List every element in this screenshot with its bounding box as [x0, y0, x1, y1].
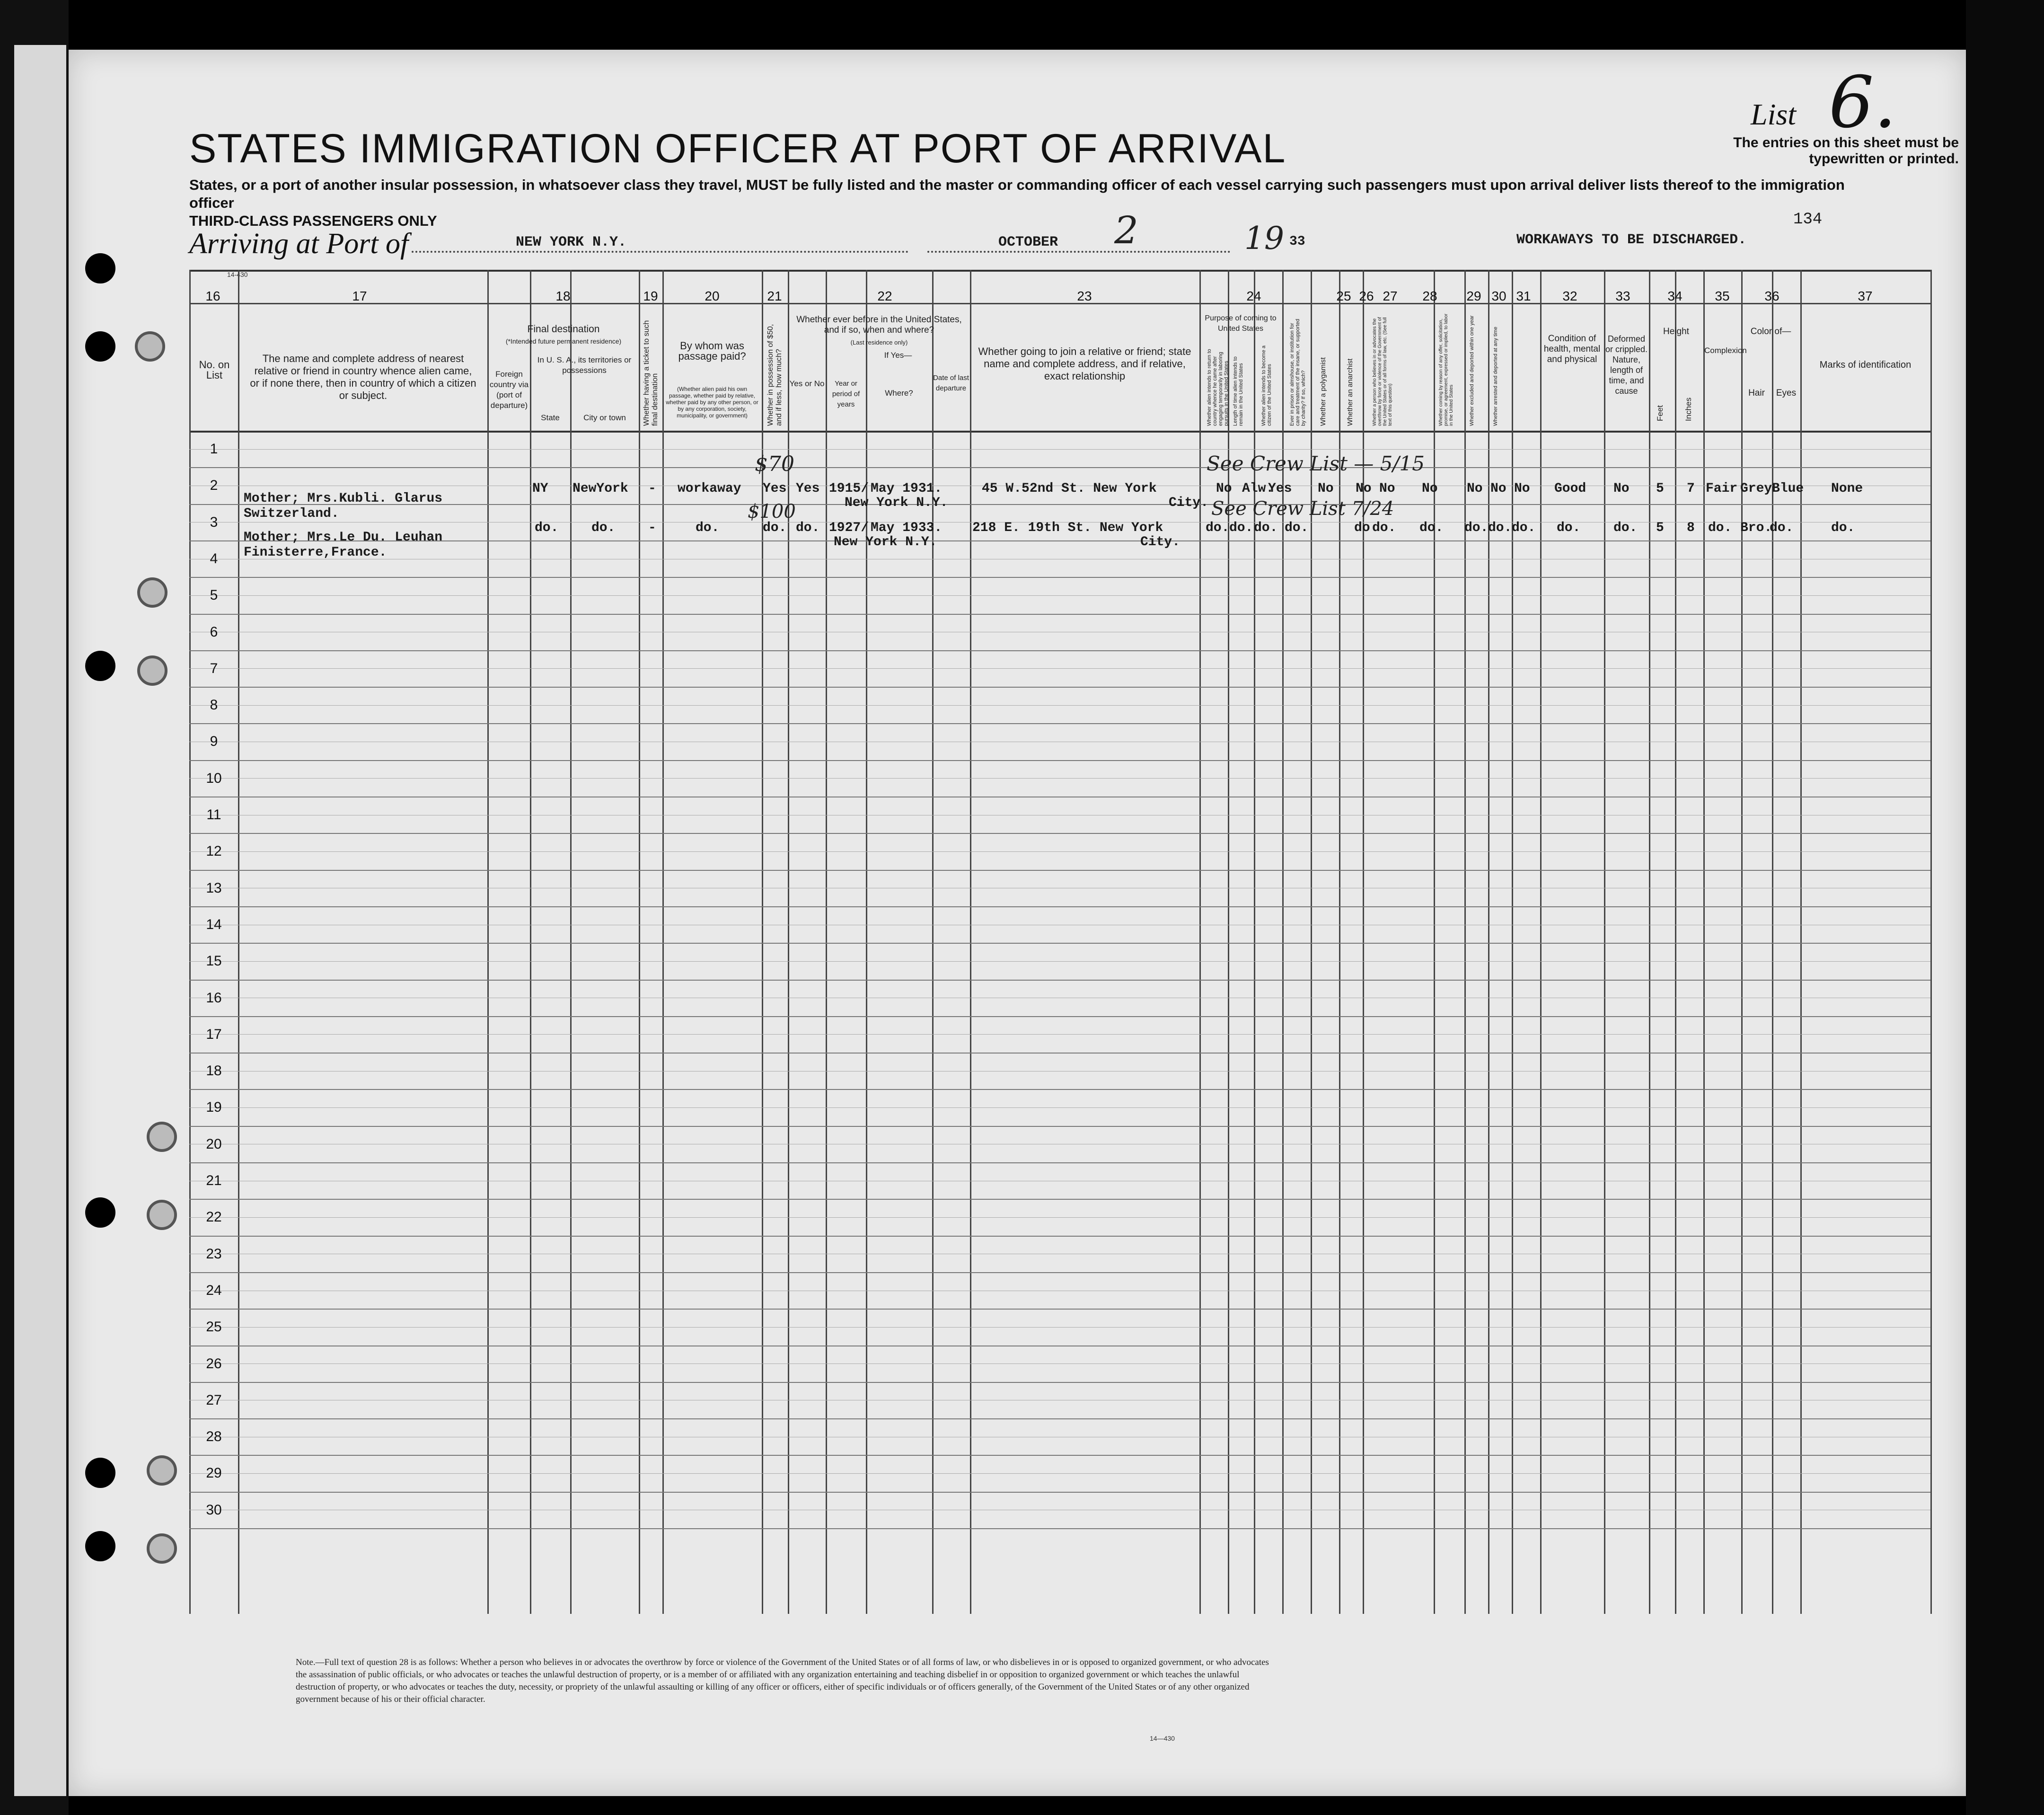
- col-line: [1199, 270, 1201, 1614]
- row-number: 25: [206, 1319, 222, 1335]
- row-rule: [189, 687, 1930, 688]
- row-number: 21: [206, 1173, 222, 1188]
- offer-value: do.: [1464, 521, 1489, 535]
- excluded-value: No: [1490, 481, 1507, 496]
- row-rule: [189, 1016, 1930, 1017]
- col-line: [1649, 270, 1650, 1614]
- reinforcement-ring: [137, 577, 167, 608]
- reinforcement-ring: [147, 1122, 177, 1152]
- row-subrule: [189, 705, 1930, 706]
- length-value: Alw.: [1242, 481, 1274, 496]
- binder-hole: [85, 331, 115, 362]
- reinforcement-ring: [147, 1200, 177, 1230]
- binder-hole: [85, 651, 115, 681]
- column-number: 27: [1383, 289, 1398, 303]
- eyes-value: Blue: [1772, 481, 1804, 496]
- header-labor-offer: Whether coming by reason of any offer, solicitation, promise, or agreement, expressed or implied, to labor in the United States: [1438, 313, 1454, 426]
- header-last-departure: Date of last departure: [933, 374, 969, 392]
- citizen-value: do.: [1254, 521, 1278, 535]
- row-rule: [189, 1455, 1930, 1456]
- header-where: Where?: [885, 389, 913, 398]
- row-number: 11: [206, 807, 221, 823]
- row-rule: [189, 980, 1930, 981]
- row-number: 28: [206, 1429, 222, 1445]
- row-number: 24: [206, 1282, 222, 1298]
- column-number: 20: [705, 289, 720, 303]
- row-rule: [189, 1236, 1930, 1237]
- header-state: State: [541, 413, 560, 422]
- header-height: Height: [1663, 327, 1689, 336]
- header-deformed: Deformed or crippled. Nature, length of time, and cause: [1605, 334, 1648, 396]
- row-number: 10: [206, 770, 222, 786]
- row-rule: [189, 870, 1930, 871]
- month-value: OCTOBER: [998, 234, 1058, 250]
- feet-value: 5: [1656, 521, 1664, 535]
- col-line: [662, 270, 664, 1614]
- col-line: [1604, 270, 1605, 1614]
- row-number: 20: [206, 1136, 222, 1152]
- marks-value: None: [1831, 481, 1863, 496]
- header-city: City or town: [583, 413, 626, 422]
- arrested-value: No: [1514, 481, 1530, 496]
- ticket-value: -: [648, 521, 656, 535]
- row-subrule: [189, 449, 1930, 450]
- header-no-on-list: No. on List: [199, 359, 230, 381]
- scan-border-right: [1966, 0, 2044, 1815]
- header-excluded: Whether excluded and deported within one year: [1469, 315, 1475, 426]
- arrested-value: do.: [1512, 521, 1536, 535]
- row-number: 30: [206, 1502, 222, 1518]
- row-number: 3: [210, 514, 218, 530]
- row-rule: [189, 1309, 1930, 1310]
- row-rule: [189, 760, 1930, 761]
- passage-value: do.: [696, 521, 720, 535]
- passage-value: workaway: [678, 481, 741, 496]
- row-number: 2: [210, 478, 218, 494]
- row-subrule: [189, 595, 1930, 596]
- row-number: 16: [206, 990, 222, 1006]
- header-complexion: Complexion: [1704, 346, 1747, 355]
- row-rule: [189, 1162, 1930, 1163]
- header-prison: Ever in prison or almshouse, or institution for care and treatment of the insane, or supported by charity? If so, which?: [1289, 319, 1306, 426]
- column-number: 28: [1422, 289, 1437, 303]
- binder-hole: [85, 1197, 115, 1228]
- join-value: 218 E. 19th St. New York: [972, 521, 1163, 535]
- day-value: 2: [1114, 208, 1138, 252]
- polygamist-value: do: [1354, 521, 1370, 535]
- return-value: No: [1216, 481, 1232, 496]
- where-value: New York N.Y.: [834, 535, 937, 549]
- reinforcement-ring: [147, 1533, 177, 1564]
- col-line: [1703, 270, 1705, 1614]
- excluded-value: do.: [1488, 521, 1512, 535]
- header-yes-no: Yes or No: [789, 379, 825, 388]
- column-number: 21: [767, 289, 782, 303]
- row-rule: [189, 1272, 1930, 1273]
- anarchist-value: No: [1379, 481, 1395, 496]
- header-passage-paid: By whom was passage paid?: [678, 340, 746, 362]
- health-value: Good: [1554, 481, 1586, 496]
- offer-value: No: [1467, 481, 1483, 496]
- row-subrule: [189, 778, 1930, 779]
- row-number: 8: [210, 697, 218, 713]
- table-top-rule: [189, 270, 1930, 272]
- header-anarchist: Whether an anarchist: [1346, 358, 1354, 426]
- header-purpose: Purpose of coming to United States: [1205, 314, 1277, 333]
- row-number: 14: [206, 916, 222, 932]
- row-subrule: [189, 1217, 1930, 1218]
- binder-hole: [85, 1531, 115, 1561]
- inches-value: 8: [1687, 521, 1695, 535]
- col-line: [487, 270, 489, 1614]
- subtitle: [189, 176, 1845, 230]
- row-number: 22: [206, 1209, 222, 1225]
- overthrow-value: No: [1422, 481, 1438, 496]
- header-bottom-rule: [189, 431, 1930, 433]
- complexion-value: Fair: [1706, 481, 1738, 496]
- year-value: 1915/: [829, 481, 869, 496]
- money-note: $100: [748, 501, 796, 522]
- column-number: 23: [1077, 289, 1092, 303]
- col-line: [1930, 270, 1932, 1614]
- column-number: 16: [205, 289, 220, 303]
- header-before-us: Whether ever before in the United States, and if so, when and where?: [796, 315, 962, 335]
- length-value: do.: [1229, 521, 1253, 535]
- header-ticket: Whether having a ticket to such final destination: [643, 320, 659, 426]
- col-line: [866, 270, 867, 1614]
- hair-value: Grey: [1740, 481, 1772, 496]
- col-line: [1434, 270, 1435, 1614]
- row-subrule: [189, 961, 1930, 962]
- port-line: [412, 251, 908, 253]
- row-subrule: [189, 668, 1930, 669]
- row-number: 13: [206, 880, 222, 896]
- row-number: 19: [206, 1099, 222, 1116]
- dest-state: NY: [532, 481, 548, 496]
- row-rule: [189, 504, 1930, 505]
- row-number: 17: [206, 1026, 222, 1042]
- col-line: [1512, 270, 1513, 1614]
- header-in-usa: In U. S. A., its territories or possessions: [537, 355, 632, 375]
- anarchist-value: do.: [1372, 521, 1396, 535]
- row-number: 1: [210, 441, 218, 457]
- col-line: [530, 270, 531, 1614]
- row-rule: [189, 467, 1930, 468]
- header-final-destination: Final destination: [527, 324, 600, 335]
- before-us-value: Yes: [796, 481, 820, 496]
- row-subrule: [189, 851, 1930, 852]
- deformed-value: No: [1613, 481, 1630, 496]
- column-number: 18: [555, 289, 571, 303]
- list-label: List: [1751, 97, 1797, 131]
- col-line: [238, 270, 239, 1614]
- header-eyes: Eyes: [1776, 388, 1797, 398]
- column-number: 19: [643, 289, 658, 303]
- row-number: 18: [206, 1063, 222, 1079]
- row-rule: [189, 540, 1930, 541]
- row-number: 23: [206, 1246, 222, 1262]
- prison-value: do.: [1285, 521, 1309, 535]
- header-return-intent: Whether alien intends to return to country whence he came after engaging temporarily in laboring pursuits in the United States: [1207, 349, 1229, 426]
- where-value: New York N.Y.: [845, 496, 948, 510]
- row-rule: [189, 1492, 1930, 1493]
- row-number: 9: [210, 734, 218, 750]
- year-value: 1927/: [829, 521, 869, 535]
- row-rule: [189, 1418, 1930, 1419]
- sheet-number: 134: [1793, 211, 1823, 229]
- form-number-bottom: 14—430: [1150, 1735, 1175, 1742]
- row-number: 27: [206, 1392, 222, 1408]
- row-rule: [189, 943, 1930, 944]
- row-number: 26: [206, 1355, 222, 1372]
- before-us-value: do.: [796, 521, 820, 535]
- header-foreign-country: Foreign country via (port of departure): [489, 370, 529, 410]
- money-note: $70: [755, 452, 794, 476]
- join-value: 45 W.52nd St. New York: [982, 481, 1157, 496]
- entries-note: The entries on this sheet must be typewritten or printed.: [1733, 135, 1959, 167]
- header-length-stay: Length of time alien intends to remain in the United States: [1233, 356, 1244, 426]
- header-overthrow: Whether a person who believes in or advocates the overthrow by force or violence of the Government of the United States or of all forms of law, etc. (See full text of this question): [1372, 317, 1393, 426]
- page-title: STATES IMMIGRATION OFFICER AT PORT OF ARRIVAL: [189, 126, 1286, 171]
- column-number: 26: [1359, 289, 1374, 303]
- column-number: 35: [1715, 289, 1730, 303]
- row-rule: [189, 1126, 1930, 1127]
- header-if-yes: If Yes—: [884, 351, 912, 360]
- col-line: [570, 270, 572, 1614]
- row-rule: [189, 1199, 1930, 1200]
- deformed-value: do.: [1613, 521, 1638, 535]
- column-number: 24: [1246, 289, 1261, 303]
- relative-line1: Mother; Mrs.Le Du. Leuhan: [244, 530, 443, 545]
- header-color-of: Color of—: [1750, 327, 1791, 336]
- list-number: 6.: [1829, 62, 1897, 144]
- handwritten-annotation: See Crew List 7/24: [1211, 498, 1394, 520]
- row-subrule: [189, 1363, 1930, 1364]
- col-line: [1800, 270, 1802, 1614]
- header-arrested: Whether arrested and deported at any time: [1493, 327, 1498, 426]
- column-number: 34: [1667, 289, 1683, 303]
- row-number: 29: [206, 1465, 222, 1481]
- hair-value: Bro.: [1740, 521, 1772, 535]
- col-line: [1741, 270, 1743, 1614]
- column-number: 33: [1615, 289, 1630, 303]
- col-line: [1675, 270, 1676, 1614]
- last-departure-value: May 1933.: [871, 521, 943, 535]
- column-number: 29: [1466, 289, 1481, 303]
- money-value: do.: [763, 521, 787, 535]
- row-number: 7: [210, 660, 218, 676]
- col-line: [932, 270, 934, 1614]
- health-value: do.: [1557, 521, 1581, 535]
- col-line: [970, 270, 971, 1614]
- row-rule: [189, 1053, 1930, 1054]
- previous-page-edge: [14, 45, 66, 1796]
- row-rule: [189, 833, 1930, 834]
- header-marks: Marks of identification: [1819, 360, 1912, 370]
- column-number: 25: [1336, 289, 1351, 303]
- overthrow-value: do.: [1419, 521, 1444, 535]
- manifest-table: [189, 270, 1930, 1614]
- reinforcement-ring: [137, 655, 167, 686]
- header-feet: Feet: [1656, 405, 1665, 421]
- binder-hole: [85, 1458, 115, 1488]
- subtitle-text: States, or a port of another insular possession, in whatsoever class they travel, MUST be fully listed and the master or commanding officer of each vessel carrying such passengers must upon arrival deliver lists thereof to the immigration officer: [189, 177, 1845, 211]
- row-subrule: [189, 1473, 1930, 1474]
- handwritten-annotation: See Crew List — 5/15: [1207, 452, 1425, 475]
- row-number: 4: [210, 550, 218, 567]
- prison-value: No: [1318, 481, 1334, 496]
- header-join-relative: Whether going to join a relative or friend; state name and complete address, and if relative, exact relationship: [978, 345, 1191, 382]
- row-number: 6: [210, 624, 218, 640]
- row-rule: [189, 906, 1930, 907]
- header-citizen-intent: Whether alien intends to become a citizen of the United States: [1261, 345, 1272, 426]
- join-value-line2: City.: [1169, 496, 1209, 510]
- row-rule: [189, 577, 1930, 578]
- col-line: [826, 270, 827, 1614]
- binder-hole: [85, 253, 115, 283]
- row-number: 12: [206, 843, 222, 859]
- col-line: [1488, 270, 1489, 1614]
- col-line: [189, 270, 191, 1614]
- relative-line1: Mother; Mrs.Kubli. Glarus: [244, 491, 443, 506]
- header-year: Year or period of years: [832, 380, 860, 408]
- col-line: [639, 270, 640, 1614]
- reinforcement-ring: [135, 331, 165, 362]
- row-rule: [189, 614, 1930, 615]
- col-line: [1540, 270, 1542, 1614]
- header-passage-note: (Whether alien paid his own passage, whether paid by relative, whether paid by any other person, or by any corporation, society, municipality, or government): [666, 386, 758, 419]
- eyes-value: do.: [1770, 521, 1794, 535]
- row-rule: [189, 1089, 1930, 1090]
- last-departure-value: May 1931.: [871, 481, 943, 496]
- feet-value: 5: [1656, 481, 1664, 496]
- remark: WORKAWAYS TO BE DISCHARGED.: [1516, 232, 1747, 248]
- row-subrule: [189, 1327, 1930, 1328]
- header-health: Condition of health, mental and physical: [1543, 334, 1601, 364]
- footnote: Note.—Full text of question 28 is as follows: Whether a person who believes in or advocates the overthrow by force or violence of the Government of the United States or of all forms of law, or who disbelieves in or is opposed to organized government, or who advocates the assassination of public officials, or who advocates or teaches the unlawful destruction of property, or is a member of or affiliated with any organization entertaining and teaching disbelief in or opposition to organized government or which teaches the unlawful destruction of property, or who advocates or teaches the duty, necessity, or propriety of the unlawful assaulting or killing of any officer or officers, either of specific individuals or of officers generally, of the Government of the United States or of any other organized government because of his or their official character.: [296, 1657, 1269, 1704]
- passenger-class: THIRD-CLASS PASSENGERS ONLY: [189, 212, 437, 229]
- header-before-us-note: (Last residence only): [850, 339, 908, 346]
- col-line: [1772, 270, 1773, 1614]
- column-number: 31: [1516, 289, 1531, 303]
- relative-line2: Finisterre,France.: [244, 545, 387, 560]
- date-line: [927, 251, 1230, 253]
- marks-value: do.: [1831, 521, 1855, 535]
- ticket-value: -: [648, 481, 656, 496]
- header-hair: Hair: [1748, 388, 1765, 398]
- row-rule: [189, 1382, 1930, 1383]
- row-number: 15: [206, 953, 222, 969]
- inches-value: 7: [1687, 481, 1695, 496]
- header-relative: The name and complete address of nearest relative or friend in country whence alien came, or if none there, then in country of which a citizen or subject.: [250, 353, 476, 401]
- column-number: 36: [1764, 289, 1780, 303]
- year-suffix: 33: [1289, 234, 1305, 249]
- year-prefix: 19: [1244, 220, 1284, 257]
- dest-city: do.: [591, 521, 616, 535]
- column-number: 32: [1562, 289, 1577, 303]
- row-rule: [189, 650, 1930, 651]
- header-polygamist: Whether a polygamist: [1319, 357, 1327, 426]
- col-line: [1464, 270, 1466, 1614]
- reinforcement-ring: [147, 1455, 177, 1486]
- row-subrule: [189, 1107, 1930, 1108]
- form-number-top: 14-430: [227, 271, 248, 278]
- column-number: 30: [1491, 289, 1507, 303]
- relative-line2: Switzerland.: [244, 506, 339, 521]
- column-number: 37: [1858, 289, 1873, 303]
- column-number: 17: [352, 289, 367, 303]
- row-rule: [189, 1528, 1930, 1529]
- arriving-label: Arriving at Port of: [189, 228, 409, 260]
- row-subrule: [189, 1034, 1930, 1035]
- dest-city: NewYork: [573, 481, 628, 496]
- citizen-value: Yes: [1268, 481, 1292, 496]
- header-inches: Inches: [1684, 397, 1693, 421]
- column-number: 22: [877, 289, 892, 303]
- join-value-line2: City.: [1140, 535, 1181, 549]
- complexion-value: do.: [1708, 521, 1732, 535]
- row-rule: [189, 723, 1930, 724]
- header-money: Whether in possession of $50, and if less, how much?: [766, 324, 783, 426]
- header-final-destination-note: (*Intended future permanent residence): [505, 337, 622, 345]
- port-value: NEW YORK N.Y.: [516, 234, 627, 250]
- money-value: Yes: [763, 481, 787, 496]
- row-number: 5: [210, 587, 218, 603]
- dest-state: do.: [535, 521, 559, 535]
- polygamist-value: No: [1356, 481, 1372, 496]
- return-value: do.: [1206, 521, 1230, 535]
